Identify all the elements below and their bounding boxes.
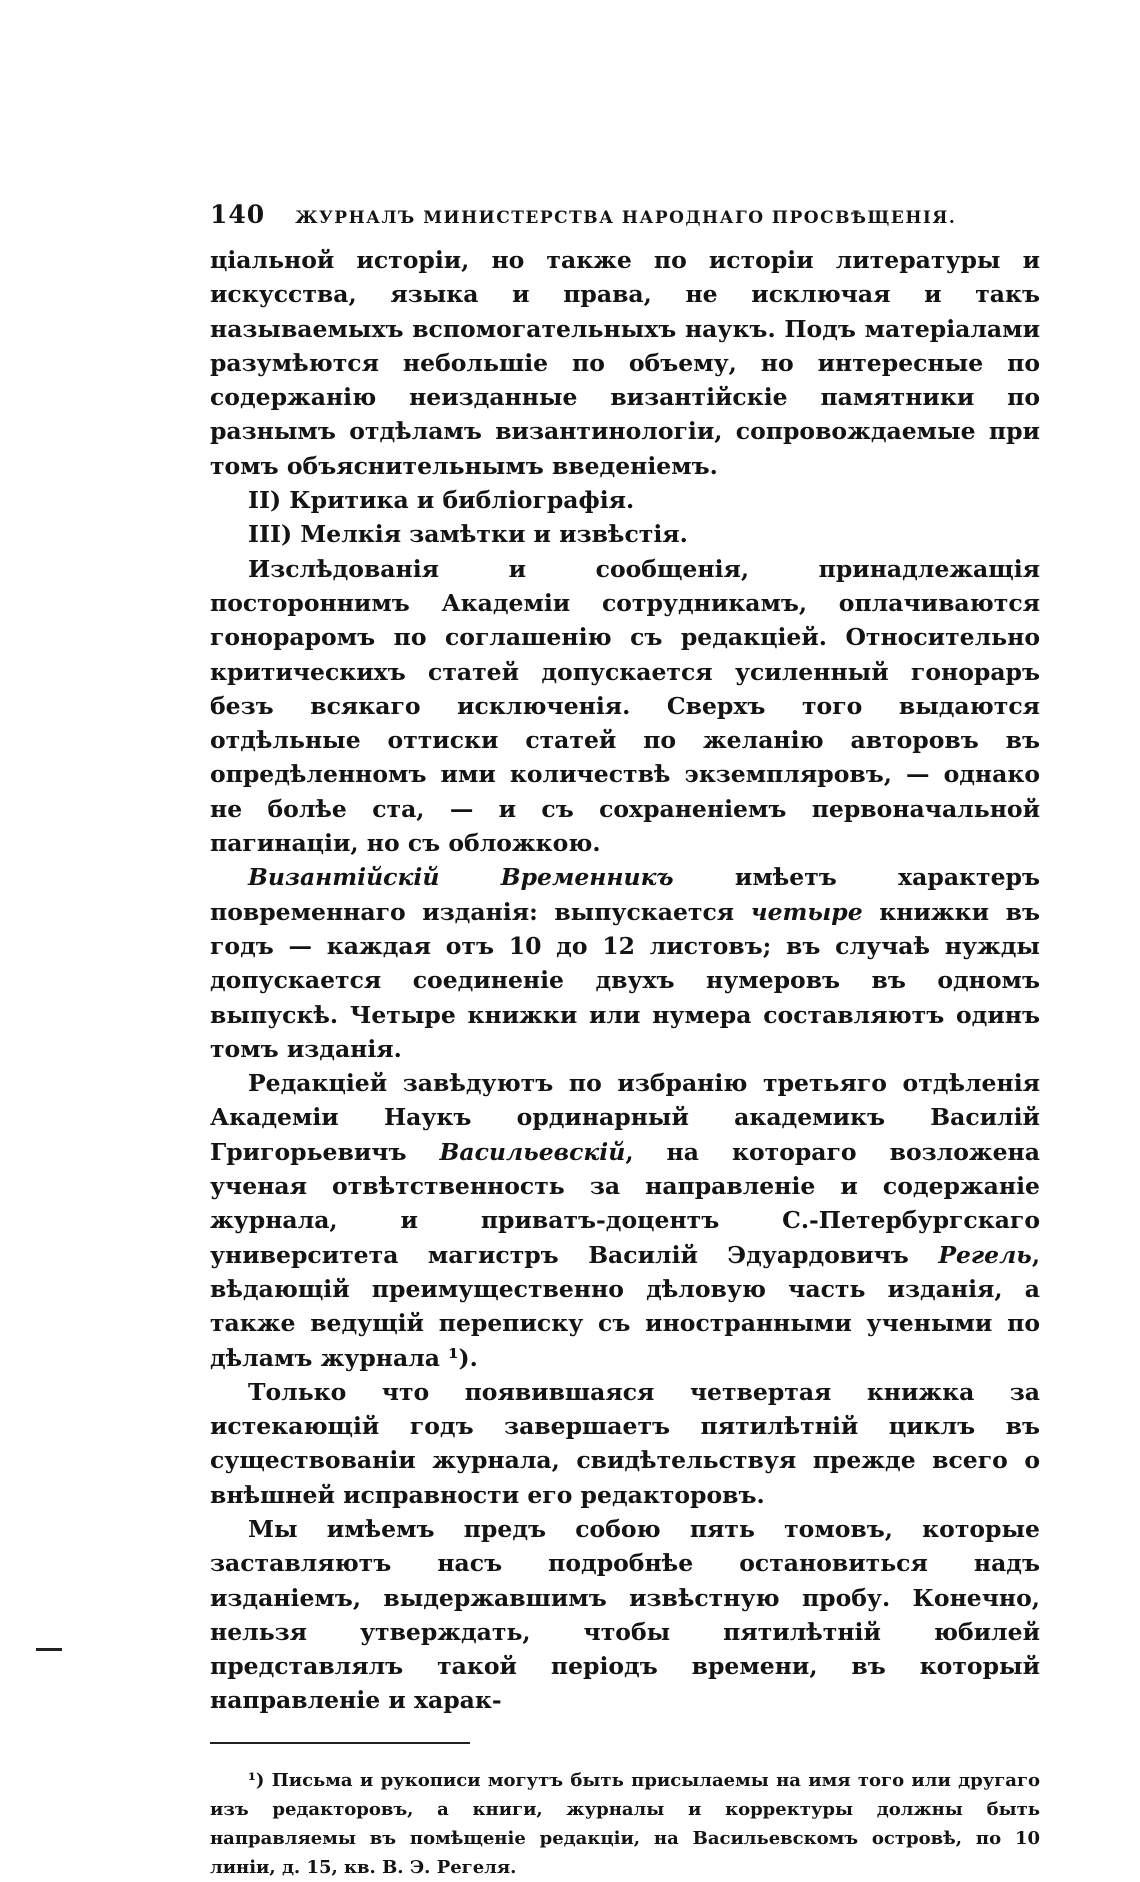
paragraph — [210, 483, 1040, 517]
text-run: Редакціей завѣдуютъ по избранію третьяго отдѣленія Академіи Наукъ ординарный академикъ Василій Григорьевичъ — [210, 1069, 1040, 1166]
text-run: III) Мелкія замѣтки и извѣстія. — [248, 520, 688, 549]
text-run: II) Критика и библіографія. — [248, 486, 635, 515]
paragraph — [210, 1066, 1040, 1375]
italic-text: Византійскій Временникъ — [248, 863, 674, 892]
body-text — [210, 243, 1040, 1718]
paragraph — [210, 552, 1040, 861]
page-header — [210, 200, 1040, 229]
text-run: , на котораго возложена ученая отвѣтственность за направленіе и содержаніе журнала, и приватъ-доцентъ С.-Петербургскаго университета магистръ Василій Эдуардовичъ — [210, 1137, 1040, 1269]
italic-text: Регель — [938, 1240, 1032, 1269]
text-run: книжки въ годъ — каждая отъ 10 до 12 листовъ; въ случаѣ нужды допускается соединеніе двухъ нумеровъ въ одномъ выпускѣ. Четыре книжки или нумера составляютъ одинъ томъ изданія. — [210, 897, 1041, 1063]
book-page — [210, 200, 1040, 1882]
text-run: имѣетъ характеръ повременнаго изданія: выпускается — [210, 863, 1040, 926]
running-head: ЖУРНАЛЪ МИНИСТЕРСТВА НАРОДНАГО ПРОСВѢЩЕНІЯ. — [295, 208, 957, 228]
text-run: ціальной исторіи, но также по исторіи литературы и искусства, языка и права, не исключая и такъ называемыхъ вспомогательныхъ наукъ. Подъ матеріалами разумѣются небольшіе по объему, но интересные по содержанію неизданные византійскіе памятники по разнымъ отдѣламъ византинологіи, сопровождаемые при томъ объяснительнымъ введеніемъ. — [210, 246, 1040, 480]
footnote: ¹) Письма и рукописи могутъ быть присылаемы на имя того или другаго изъ редакторовъ, а книги, журналы и корректуры должны быть направляемы въ помѣщеніе редакціи, на Васильевскомъ островѣ, по 10 линіи, д. 15, кв. В. Э. Регеля. — [210, 1769, 1040, 1878]
text-run: Мы имѣемъ предъ собою пять томовъ, которые заставляютъ насъ подробнѣе остановиться надъ изданіемъ, выдержавшимъ извѣстную пробу. Конечно, нельзя утверждать, чтобы пятилѣтній юбилей представлялъ такой періодъ времени, въ который направленіе и харак- — [210, 1514, 1040, 1715]
paragraph — [210, 860, 1040, 1066]
text-run: Только что появившаяся четвертая книжка за истекающій годъ завершаетъ пятилѣтній циклъ въ существованіи журнала, свидѣтельствуя прежде всего о внѣшней исправности его редакторовъ. — [210, 1377, 1040, 1509]
italic-text: Васильевскій — [439, 1137, 626, 1166]
text-run: Изслѣдованія и сообщенія, принадлежащія постороннимъ Академіи сотрудникамъ, оплачиваются гонораромъ по соглашенію съ редакціей. Относительно критическихъ статей допускается усиленный гонораръ безъ всякаго исключенія. Сверхъ того выдаются отдѣльные оттиски статей по желанію авторовъ въ опредѣленномъ ими количествѣ экземпляровъ, — однако не болѣе ста, — и съ сохраненіемъ первоначальной пагинаціи, но съ обложкою. — [210, 554, 1040, 858]
page-number: 140 — [210, 200, 266, 229]
paragraph — [210, 243, 1040, 483]
italic-text: четыре — [750, 897, 863, 926]
paragraph — [210, 517, 1040, 551]
text-run: , вѣдающій преимущественно дѣловую часть изданія, а также ведущій переписку съ иностранными учеными по дѣламъ журнала ¹). — [210, 1240, 1040, 1372]
paragraph — [210, 1512, 1040, 1718]
margin-mark — [36, 1648, 62, 1651]
paragraph — [210, 1375, 1040, 1512]
